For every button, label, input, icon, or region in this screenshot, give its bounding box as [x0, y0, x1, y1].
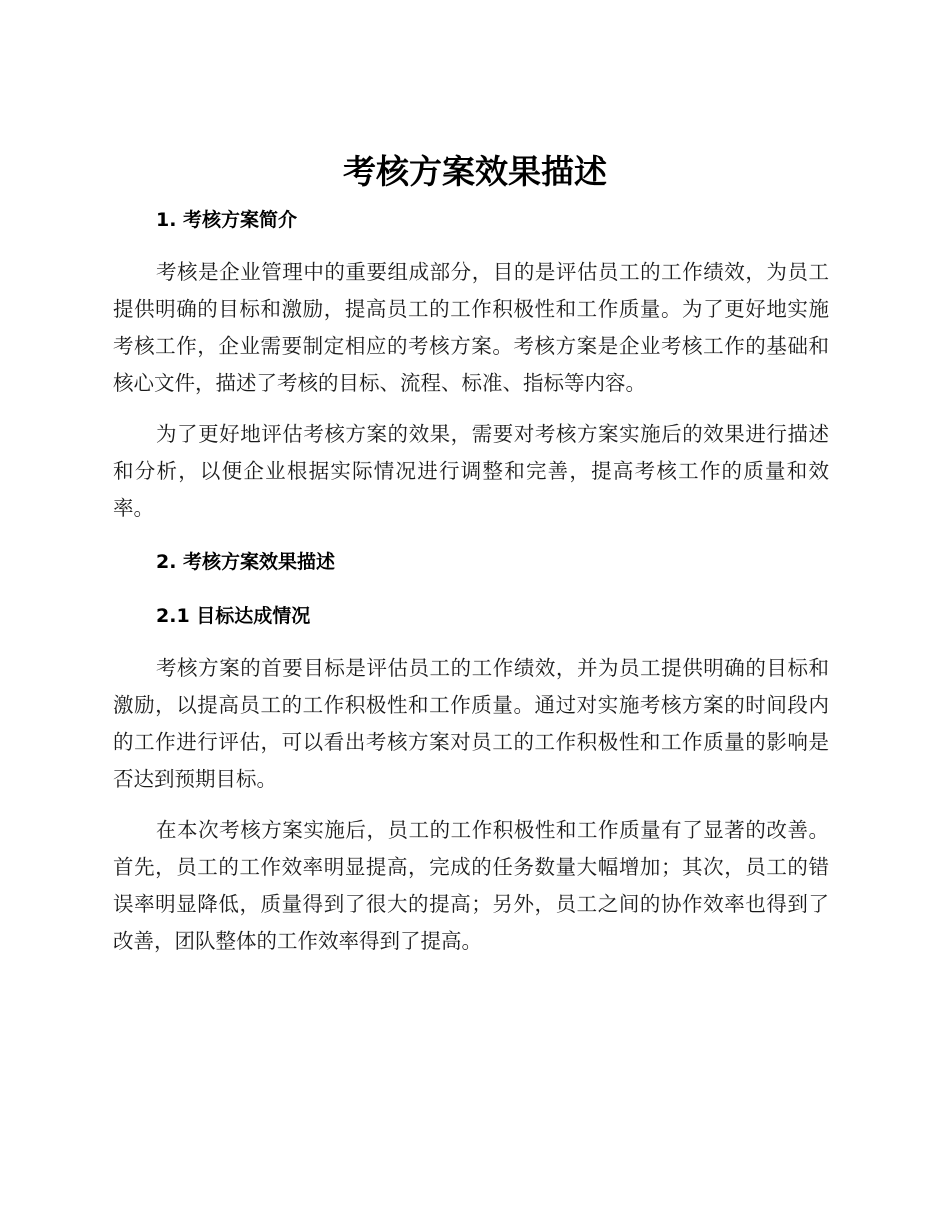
section-heading-intro: 1. 考核方案简介 — [156, 209, 298, 231]
intro-paragraph-1: 考核是企业管理中的重要组成部分，目的是评估员工的工作绩效，为员工提供明确的目标和激励，提高员工的工作积极性和工作质量。为了更好地实施考核工作，企业需要制定相应的考核方案。考核方案是企业考核工作的基础和核心文件，描述了考核的目标、流程、标准、指标等内容。 — [113, 260, 829, 395]
subsection-heading-goals: 2.1 目标达成情况 — [156, 605, 311, 627]
intro-paragraph-2: 为了更好地评估考核方案的效果，需要对考核方案实施后的效果进行描述和分析，以便企业根据实际情况进行调整和完善，提高考核工作的质量和效率。 — [113, 422, 829, 520]
document-body — [113, 200, 829, 960]
document-title: 考核方案效果描述 — [343, 152, 607, 191]
goals-paragraph-1: 考核方案的首要目标是评估员工的工作绩效，并为员工提供明确的目标和激励，以提高员工的工作积极性和工作质量。通过对实施考核方案的时间段内的工作进行评估，可以看出考核方案对员工的工作积极性和工作质量的影响是否达到预期目标。 — [113, 656, 829, 791]
section-heading-effect: 2. 考核方案效果描述 — [156, 551, 336, 573]
goals-paragraph-2: 在本次考核方案实施后，员工的工作积极性和工作质量有了显著的改善。首先，员工的工作效率明显提高，完成的任务数量大幅增加；其次，员工的错误率明显降低，质量得到了很大的提高；另外，员工之间的协作效率也得到了改善，团队整体的工作效率得到了提高。 — [113, 818, 829, 953]
